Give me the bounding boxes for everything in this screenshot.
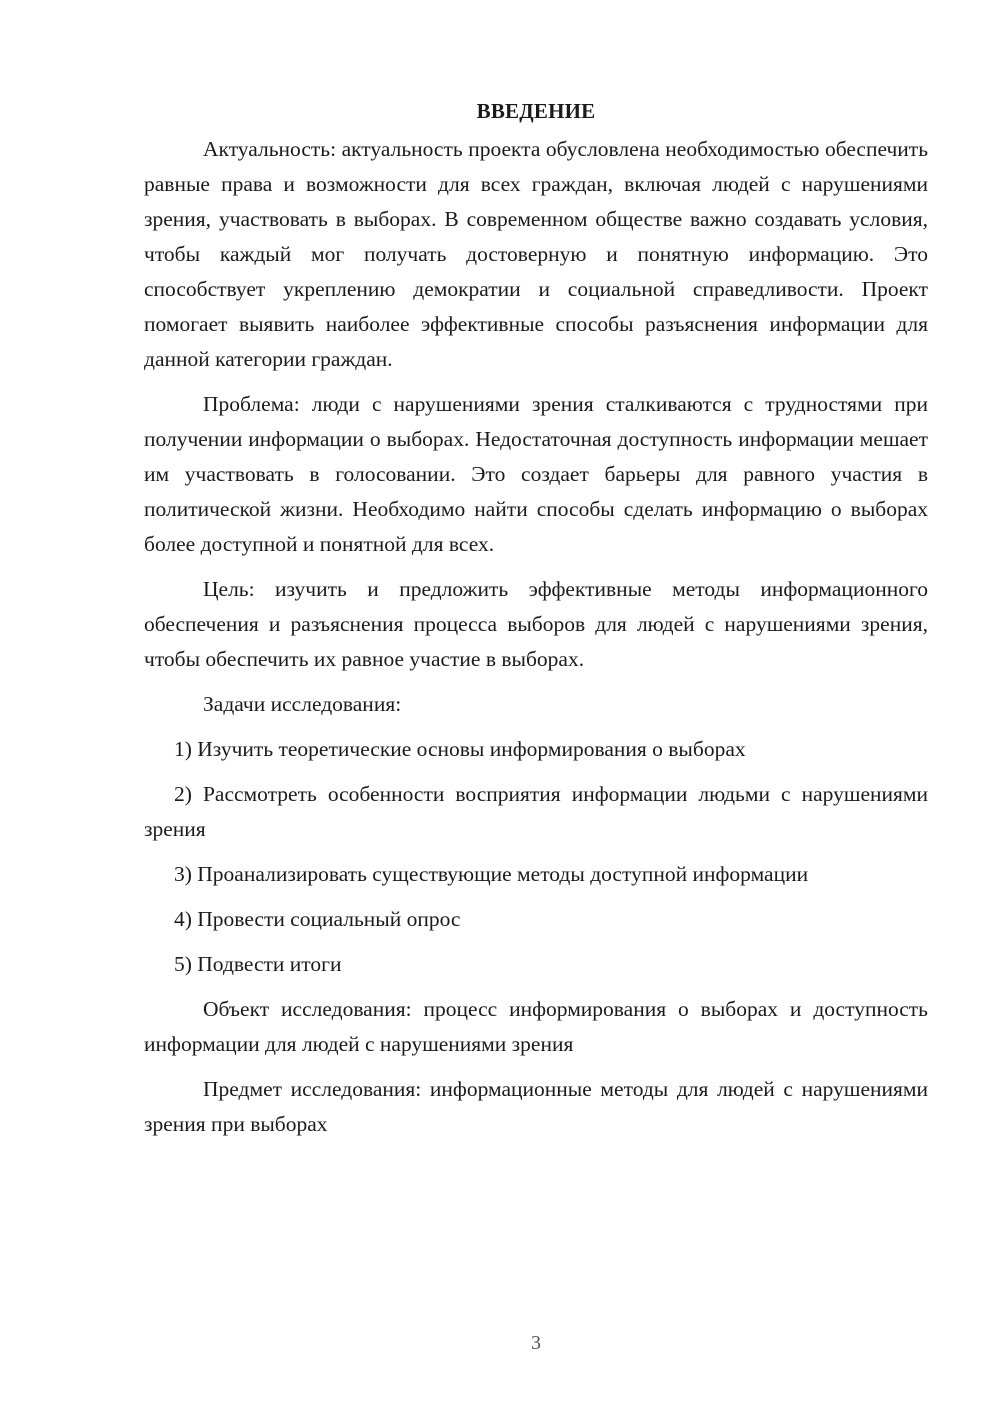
object-paragraph: Объект исследования: процесс информирования о выборах и доступность информации для людей с нарушениями зрения <box>144 997 928 1056</box>
problem-paragraph: Проблема: люди с нарушениями зрения сталкиваются с трудностями при получении информации о выборах. Недостаточная доступность информации мешает им участвовать в голосовании. Это создает барьеры для равного участия в политической жизни. Необходимо найти способы сделать информацию о выборах более доступной и понятной для всех. <box>144 392 928 556</box>
task-item: 5) Подвести итоги <box>174 952 342 976</box>
goal-paragraph: Цель: изучить и предложить эффективные методы информационного обеспечения и разъяснения процесса выборов для людей с нарушениями зрения, чтобы обеспечить их равное участие в выборах. <box>144 577 928 671</box>
task-item: 2) Рассмотреть особенности восприятия информации людьми с нарушениями зрения <box>144 782 928 841</box>
subject-paragraph: Предмет исследования: информационные методы для людей с нарушениями зрения при выборах <box>144 1077 928 1136</box>
tasks-heading: Задачи исследования: <box>203 692 402 716</box>
task-item: 4) Провести социальный опрос <box>174 907 461 931</box>
document-page <box>144 90 928 1152</box>
task-item: 3) Проанализировать существующие методы доступной информации <box>174 862 809 886</box>
tasks-list <box>144 732 928 982</box>
relevance-paragraph: Актуальность: актуальность проекта обусловлена необходимостью обеспечить равные права и возможности для всех граждан, включая людей с нарушениями зрения, участвовать в выборах. В современном обществе важно создавать условия, чтобы каждый мог получать достоверную и понятную информацию. Это способствует укреплению демократии и социальной справедливости. Проект помогает выявить наиболее эффективные способы разъяснения информации для данной категории граждан. <box>144 137 928 371</box>
page-title: ВВЕДЕНИЕ <box>476 99 596 123</box>
task-item: 1) Изучить теоретические основы информирования о выборах <box>174 737 746 761</box>
page-number: 3 <box>531 1332 541 1354</box>
